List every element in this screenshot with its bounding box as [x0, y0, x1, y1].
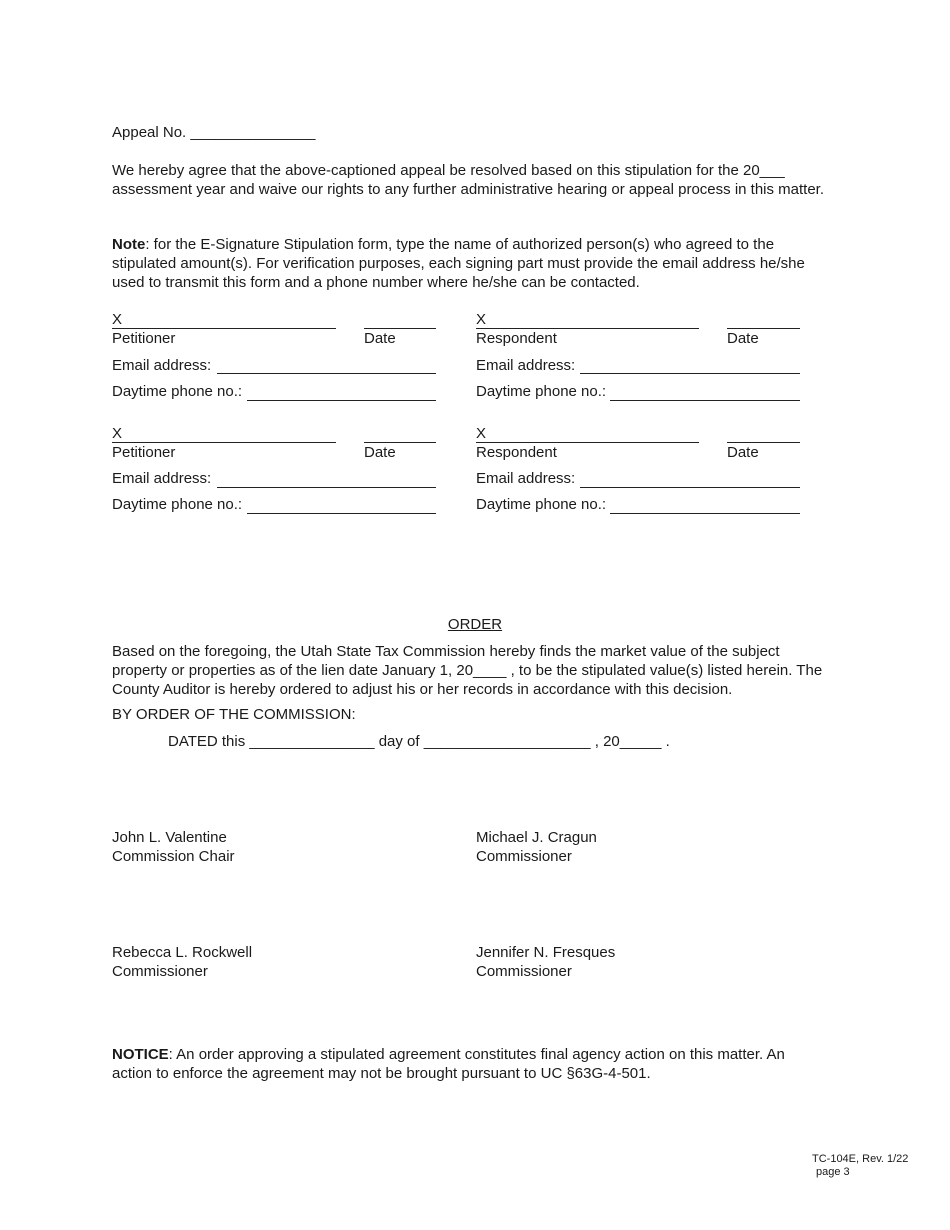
order-heading: ORDER: [447, 616, 503, 633]
commissioner-block: [476, 828, 597, 866]
commissioner-title: Commissioner: [476, 963, 572, 980]
phone-label: Daytime phone no.:: [476, 383, 607, 400]
appeal-number-label: Appeal No.: [112, 124, 187, 141]
phone-label: Daytime phone no.:: [112, 383, 243, 400]
order-paragraph: Based on the foregoing, the Utah State Tax Commission hereby finds the market value of the subject property or properties as of the lien date January 1, 20____ , to be the stipulated value(s) listed herein. The County Auditor is hereby ordered to adjust his or her records in accordance with this decision.: [112, 643, 823, 698]
x-mark: X: [112, 311, 123, 328]
email-label: Email address:: [476, 357, 576, 374]
date-label: Date: [727, 330, 759, 347]
date-label: Date: [364, 330, 396, 347]
commissioner-title: Commissioner: [112, 963, 208, 980]
form-id: TC-104E, Rev. 1/22: [812, 1153, 909, 1165]
commissioner-block: [112, 943, 252, 981]
respondent-phone-field[interactable]: [610, 400, 800, 401]
respondent-phone-field[interactable]: [610, 513, 800, 514]
commissioner-title: Commission Chair: [112, 848, 235, 865]
petitioner-email-field[interactable]: [217, 487, 436, 488]
x-mark: X: [476, 311, 487, 328]
commissioner-name: John L. Valentine: [112, 829, 227, 846]
date-label: Date: [364, 444, 396, 461]
phone-label: Daytime phone no.:: [476, 496, 607, 513]
petitioner-phone-field[interactable]: [247, 513, 436, 514]
respondent-email-field[interactable]: [580, 373, 800, 374]
email-label: Email address:: [112, 470, 212, 487]
commissioner-block: [476, 943, 615, 981]
notice-bold: NOTICE: [112, 1046, 169, 1063]
commissioner-name: Rebecca L. Rockwell: [112, 944, 253, 961]
note-bold: Note: [112, 236, 146, 253]
agreement-paragraph: We hereby agree that the above-captioned appeal be resolved based on this stipulation for the 20___ assessment year and waive our rights to any further administrative hearing or appeal process in this matter.: [112, 162, 825, 198]
appeal-number-row: [112, 123, 316, 142]
commissioner-name: Jennifer N. Fresques: [476, 944, 616, 961]
phone-label: Daytime phone no.:: [112, 496, 243, 513]
commissioner-block: [112, 828, 235, 866]
note-text: : for the E-Signature Stipulation form, type the name of authorized person(s) who agreed to the stipulated amount(s). For verification purposes, each signing part must provide the email address he/she used to transmit this form and a phone number where he/she can be contacted.: [112, 236, 805, 291]
respondent-label: Respondent: [476, 330, 557, 347]
petitioner-label: Petitioner: [112, 330, 176, 347]
x-mark: X: [112, 425, 123, 442]
note-paragraph: [112, 235, 834, 292]
petitioner-email-field[interactable]: [217, 373, 436, 374]
commissioner-title: Commissioner: [476, 848, 572, 865]
appeal-number-field[interactable]: _______________: [190, 124, 316, 141]
notice-paragraph: [112, 1045, 824, 1083]
dated-line[interactable]: DATED this _______________ day of ____________________ , 20_____ .: [168, 733, 670, 750]
by-order-line: BY ORDER OF THE COMMISSION:: [112, 706, 356, 723]
respondent-label: Respondent: [476, 444, 557, 461]
notice-text: : An order approving a stipulated agreement constitutes final agency action on this matter. An action to enforce the agreement may not be brought pursuant to UC §63G-4-501.: [112, 1046, 785, 1082]
email-label: Email address:: [476, 470, 576, 487]
petitioner-label: Petitioner: [112, 444, 176, 461]
x-mark: X: [476, 425, 487, 442]
commissioner-name: Michael J. Cragun: [476, 829, 597, 846]
date-label: Date: [727, 444, 759, 461]
page-number: page 3: [816, 1166, 850, 1178]
email-label: Email address:: [112, 357, 212, 374]
respondent-email-field[interactable]: [580, 487, 800, 488]
petitioner-phone-field[interactable]: [247, 400, 436, 401]
